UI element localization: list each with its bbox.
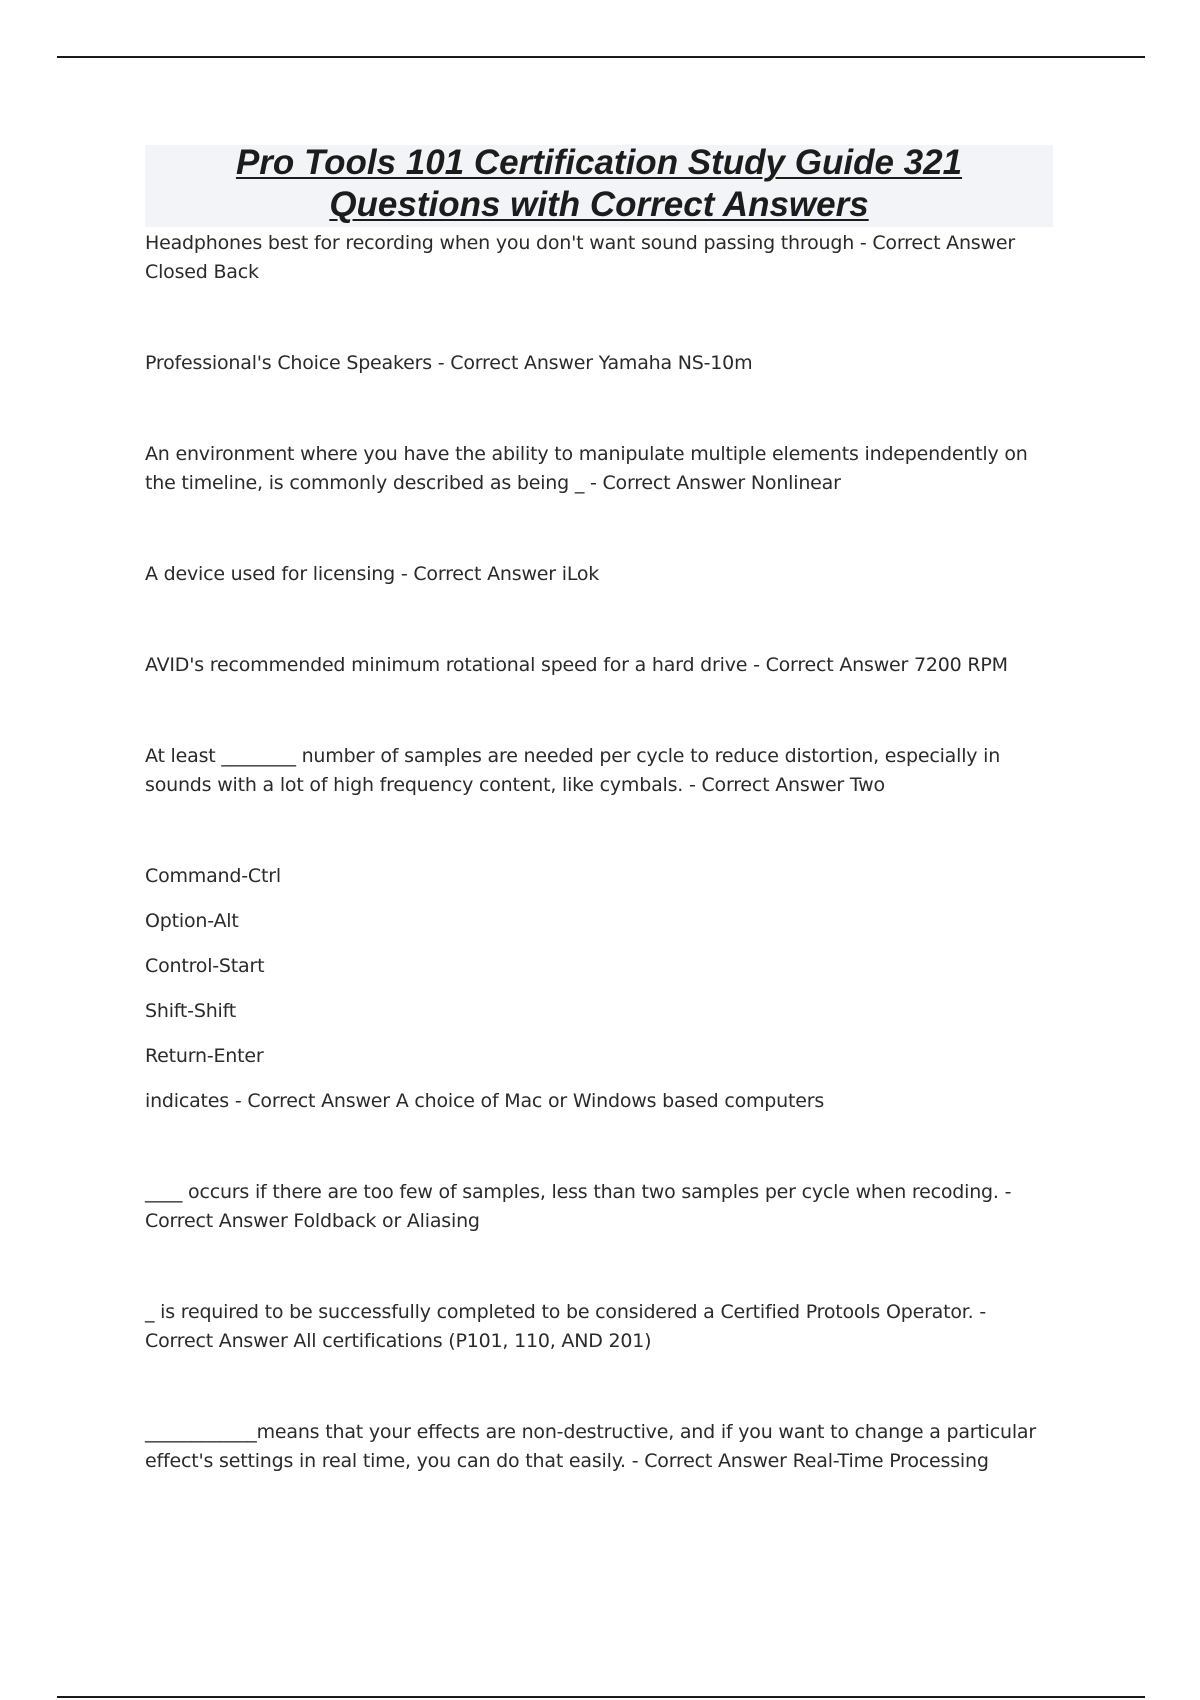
title-line-2: Questions with Correct Answers: [329, 185, 869, 224]
qa-item: AVID's recommended minimum rotational speed for a hard drive - Correct Answer 7200 RPM: [145, 654, 1008, 676]
key-list: [145, 862, 1055, 1071]
document-title: [145, 142, 1053, 226]
qa-item: ____________means that your effects are non-destructive, and if you want to change a particular effect's settings in real time, you can do that easily. - Correct Answer Real-Time Processing: [145, 1421, 1036, 1472]
top-rule: [57, 56, 1145, 58]
key-list-item: Option-Alt: [145, 910, 239, 932]
qa-item: _ is required to be successfully completed to be considered a Certified Protools Operator. - Correct Answer All certifications (P101, 110, AND 201): [145, 1301, 987, 1352]
title-line-1: Pro Tools 101 Certification Study Guide 321: [235, 143, 963, 182]
key-list-item: Command-Ctrl: [145, 865, 281, 887]
bottom-rule: [57, 1696, 1145, 1698]
qa-item: Professional's Choice Speakers - Correct Answer Yamaha NS-10m: [145, 352, 753, 374]
document-body: [145, 229, 1055, 1538]
qa-item: ____ occurs if there are too few of samples, less than two samples per cycle when recoding. - Correct Answer Foldback or Aliasing: [145, 1181, 1012, 1232]
key-list-answer: indicates - Correct Answer A choice of Mac or Windows based computers: [145, 1090, 825, 1112]
qa-item: A device used for licensing - Correct Answer iLok: [145, 563, 600, 585]
qa-item: At least ________ number of samples are needed per cycle to reduce distortion, especially in sounds with a lot of high frequency content, like cymbals. - Correct Answer Two: [145, 745, 1001, 796]
qa-item: An environment where you have the ability to manipulate multiple elements independently on the timeline, is commonly described as being _ - Correct Answer Nonlinear: [145, 443, 1028, 494]
key-list-item: Control-Start: [145, 955, 265, 977]
key-list-item: Shift-Shift: [145, 1000, 237, 1022]
key-list-item: Return-Enter: [145, 1045, 264, 1067]
qa-item: Headphones best for recording when you don't want sound passing through - Correct Answer Closed Back: [145, 232, 1015, 283]
